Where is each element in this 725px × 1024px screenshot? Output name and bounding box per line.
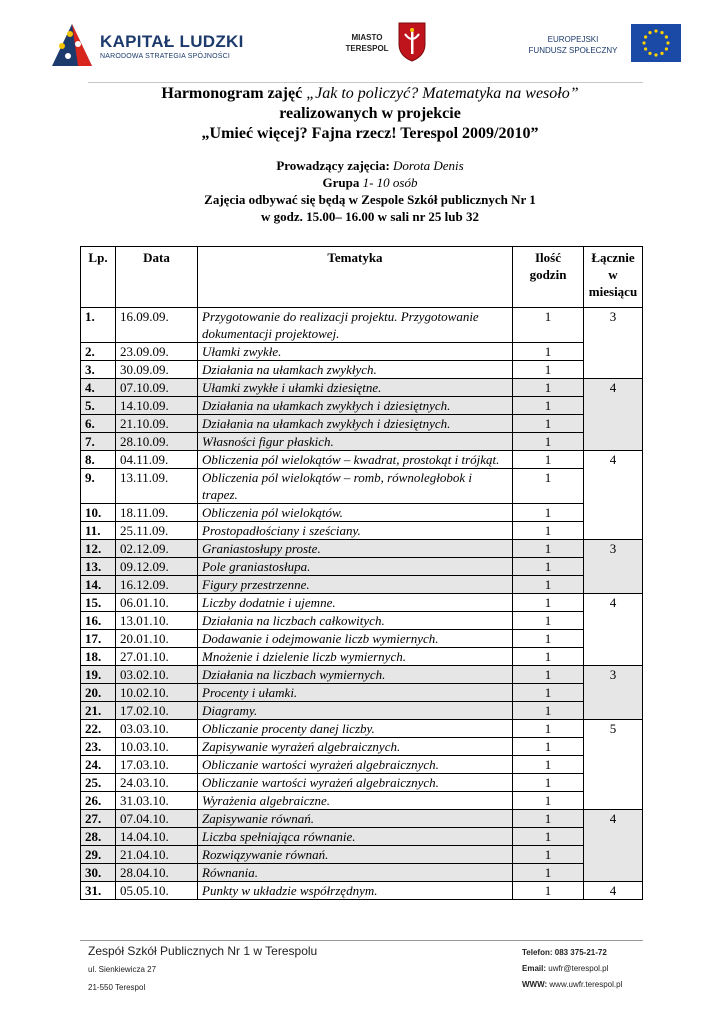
row-hours: 1 xyxy=(513,828,584,846)
row-lp: 14. xyxy=(81,576,116,594)
table-row xyxy=(81,666,643,684)
row-topic: Diagramy. xyxy=(198,702,513,720)
title-line-2: realizowanych w projekcie xyxy=(279,105,461,122)
month-total: 3 xyxy=(584,540,643,594)
row-topic: Liczby dodatnie i ujemne. xyxy=(198,594,513,612)
row-topic: Działania na liczbach całkowitych. xyxy=(198,612,513,630)
row-date: 28.10.09. xyxy=(116,433,198,451)
row-hours: 1 xyxy=(513,469,584,504)
row-topic: Obliczenia pól wielokątów – romb, równoległobok i trapez. xyxy=(198,469,513,504)
header-month-total xyxy=(584,247,643,308)
row-hours: 1 xyxy=(513,684,584,702)
row-date: 07.04.10. xyxy=(116,810,198,828)
table-row xyxy=(81,469,643,504)
month-total: 4 xyxy=(584,379,643,451)
row-date: 28.04.10. xyxy=(116,864,198,882)
row-date: 31.03.10. xyxy=(116,792,198,810)
row-lp: 2. xyxy=(81,343,116,361)
footer-school-name: Zespół Szkół Publicznych Nr 1 w Terespolu xyxy=(88,944,318,958)
document-title xyxy=(60,84,680,144)
kapital-ludzki-subtitle: NARODOWA STRATEGIA SPÓJNOŚCI xyxy=(100,53,231,60)
table-row xyxy=(81,846,643,864)
title-course-name: „Jak to policzyć? Matematyka na wesoło” xyxy=(306,85,579,102)
row-topic: Obliczanie wartości wyrażeń algebraicznych. xyxy=(198,774,513,792)
terespol-city-logo xyxy=(338,16,458,74)
row-topic: Własności figur płaskich. xyxy=(198,433,513,451)
table-row xyxy=(81,612,643,630)
leader-label: Prowadzący zajęcia: xyxy=(276,158,394,173)
footer-city: 21-550 Terespol xyxy=(88,983,146,992)
row-lp: 17. xyxy=(81,630,116,648)
row-lp: 27. xyxy=(81,810,116,828)
row-hours: 1 xyxy=(513,343,584,361)
kapital-ludzki-logo xyxy=(48,16,248,74)
row-lp: 6. xyxy=(81,415,116,433)
time-line: w godz. 15.00– 16.00 w sali nr 25 lub 32 xyxy=(261,209,479,224)
row-topic: Rozwiązywanie równań. xyxy=(198,846,513,864)
table-row xyxy=(81,576,643,594)
row-lp: 26. xyxy=(81,792,116,810)
title-prefix: Harmonogram zajęć xyxy=(161,85,307,102)
row-lp: 1. xyxy=(81,308,116,343)
row-date: 24.03.10. xyxy=(116,774,198,792)
table-row xyxy=(81,522,643,540)
row-lp: 19. xyxy=(81,666,116,684)
row-topic: Działania na ułamkach zwykłych i dziesiętnych. xyxy=(198,397,513,415)
row-topic: Pole graniastosłupa. xyxy=(198,558,513,576)
footer-phone: 083 375-21-72 xyxy=(552,948,607,957)
month-total: 4 xyxy=(584,882,643,900)
row-hours: 1 xyxy=(513,594,584,612)
table-row xyxy=(81,810,643,828)
row-topic: Działania na ułamkach zwykłych i dziesiętnych. xyxy=(198,415,513,433)
month-total: 3 xyxy=(584,666,643,720)
row-hours: 1 xyxy=(513,576,584,594)
table-row xyxy=(81,864,643,882)
table-row xyxy=(81,648,643,666)
row-date: 17.02.10. xyxy=(116,702,198,720)
row-lp: 28. xyxy=(81,828,116,846)
table-row xyxy=(81,774,643,792)
row-hours: 1 xyxy=(513,864,584,882)
table-row xyxy=(81,433,643,451)
row-hours: 1 xyxy=(513,540,584,558)
header-divider xyxy=(88,82,643,83)
row-date: 03.03.10. xyxy=(116,720,198,738)
row-topic: Graniastosłupy proste. xyxy=(198,540,513,558)
footer-www-label: WWW: xyxy=(522,980,548,989)
row-topic: Prostopadłościany i sześciany. xyxy=(198,522,513,540)
table-row xyxy=(81,882,643,900)
row-hours: 1 xyxy=(513,810,584,828)
row-hours: 1 xyxy=(513,882,584,900)
row-hours: 1 xyxy=(513,361,584,379)
row-date: 20.01.10. xyxy=(116,630,198,648)
schedule-table xyxy=(80,246,643,900)
footer-www-line xyxy=(522,977,622,993)
table-body xyxy=(81,308,643,900)
row-date: 18.11.09. xyxy=(116,504,198,522)
row-hours: 1 xyxy=(513,846,584,864)
table-row xyxy=(81,684,643,702)
table-row xyxy=(81,379,643,397)
table-header-row xyxy=(81,247,643,308)
footer-address xyxy=(88,942,317,996)
row-hours: 1 xyxy=(513,308,584,343)
row-hours: 1 xyxy=(513,756,584,774)
footer-divider xyxy=(80,940,643,941)
row-lp: 8. xyxy=(81,451,116,469)
row-date: 05.05.10. xyxy=(116,882,198,900)
row-lp: 29. xyxy=(81,846,116,864)
row-hours: 1 xyxy=(513,774,584,792)
month-total: 4 xyxy=(584,594,643,666)
row-hours: 1 xyxy=(513,612,584,630)
table-row xyxy=(81,451,643,469)
footer-email-line xyxy=(522,961,622,977)
row-date: 10.03.10. xyxy=(116,738,198,756)
eu-flag-icon xyxy=(631,24,681,62)
leader-line xyxy=(60,157,680,174)
row-lp: 31. xyxy=(81,882,116,900)
table-row xyxy=(81,792,643,810)
row-topic: Zapisywanie wyrażeń algebraicznych. xyxy=(198,738,513,756)
row-date: 14.10.09. xyxy=(116,397,198,415)
header-hours xyxy=(513,247,584,308)
row-hours: 1 xyxy=(513,379,584,397)
month-total: 4 xyxy=(584,451,643,540)
row-lp: 20. xyxy=(81,684,116,702)
row-topic: Ułamki zwykłe. xyxy=(198,343,513,361)
row-topic: Dodawanie i odejmowanie liczb wymiernych. xyxy=(198,630,513,648)
course-info xyxy=(60,157,680,225)
row-date: 14.04.10. xyxy=(116,828,198,846)
header-hours-line-1: Ilość xyxy=(535,250,561,265)
row-date: 25.11.09. xyxy=(116,522,198,540)
row-hours: 1 xyxy=(513,415,584,433)
row-date: 16.09.09. xyxy=(116,308,198,343)
city-line-2: TERESPOL xyxy=(345,44,389,53)
row-topic: Figury przestrzenne. xyxy=(198,576,513,594)
month-total: 5 xyxy=(584,720,643,810)
row-hours: 1 xyxy=(513,504,584,522)
header-month-line-3: miesiącu xyxy=(588,284,638,299)
row-date: 07.10.09. xyxy=(116,379,198,397)
row-lp: 23. xyxy=(81,738,116,756)
row-topic: Ułamki zwykłe i ułamki dziesiętne. xyxy=(198,379,513,397)
footer-street: ul. Sienkiewicza 27 xyxy=(88,965,157,974)
row-topic: Obliczanie procenty danej liczby. xyxy=(198,720,513,738)
table-row xyxy=(81,397,643,415)
row-hours: 1 xyxy=(513,433,584,451)
row-date: 10.02.10. xyxy=(116,684,198,702)
header-lp: Lp. xyxy=(81,247,116,308)
table-row xyxy=(81,738,643,756)
row-topic: Obliczanie wartości wyrażeń algebraicznych. xyxy=(198,756,513,774)
row-date: 09.12.09. xyxy=(116,558,198,576)
header-month-line-2: w xyxy=(608,267,618,282)
row-hours: 1 xyxy=(513,558,584,576)
row-lp: 9. xyxy=(81,469,116,504)
header-date: Data xyxy=(116,247,198,308)
row-lp: 15. xyxy=(81,594,116,612)
table-row xyxy=(81,308,643,343)
row-lp: 30. xyxy=(81,864,116,882)
row-lp: 13. xyxy=(81,558,116,576)
footer-www: www.uwfr.terespol.pl xyxy=(547,980,623,989)
row-date: 03.02.10. xyxy=(116,666,198,684)
row-topic: Równania. xyxy=(198,864,513,882)
table-row xyxy=(81,756,643,774)
row-lp: 11. xyxy=(81,522,116,540)
row-topic: Liczba spełniająca równanie. xyxy=(198,828,513,846)
table-row xyxy=(81,720,643,738)
row-date: 21.04.10. xyxy=(116,846,198,864)
row-lp: 5. xyxy=(81,397,116,415)
row-hours: 1 xyxy=(513,451,584,469)
eu-line-1: EUROPEJSKI xyxy=(547,35,599,44)
table-row xyxy=(81,702,643,720)
title-line-3: „Umieć więcej? Fajna rzecz! Terespol 2009/2010” xyxy=(201,125,539,142)
kapital-ludzki-title: KAPITAŁ LUDZKI xyxy=(100,32,244,51)
row-lp: 25. xyxy=(81,774,116,792)
city-line-1: MIASTO xyxy=(351,33,383,42)
row-lp: 7. xyxy=(81,433,116,451)
eu-text xyxy=(523,34,623,56)
header-topic: Tematyka xyxy=(198,247,513,308)
row-topic: Wyrażenia algebraiczne. xyxy=(198,792,513,810)
row-hours: 1 xyxy=(513,397,584,415)
footer-email: uwfr@terespol.pl xyxy=(546,964,609,973)
row-hours: 1 xyxy=(513,792,584,810)
footer-phone-line xyxy=(522,945,622,961)
row-hours: 1 xyxy=(513,666,584,684)
row-lp: 21. xyxy=(81,702,116,720)
row-lp: 16. xyxy=(81,612,116,630)
city-crest-icon xyxy=(398,22,426,62)
row-hours: 1 xyxy=(513,522,584,540)
leader-name: Dorota Denis xyxy=(393,158,464,173)
eu-line-2: FUNDUSZ SPOŁECZNY xyxy=(528,46,618,55)
eu-social-fund-logo xyxy=(523,16,683,74)
header-month-line-1: Łącznie xyxy=(591,250,635,265)
row-topic: Działania na liczbach wymiernych. xyxy=(198,666,513,684)
footer-phone-label: Telefon: xyxy=(522,948,553,957)
footer-contact xyxy=(522,945,622,993)
footer-email-label: Email: xyxy=(522,964,547,973)
row-date: 13.11.09. xyxy=(116,469,198,504)
row-topic: Działania na ułamkach zwykłych. xyxy=(198,361,513,379)
row-topic: Zapisywanie równań. xyxy=(198,810,513,828)
row-date: 23.09.09. xyxy=(116,343,198,361)
table-row xyxy=(81,540,643,558)
row-date: 27.01.10. xyxy=(116,648,198,666)
header-logos xyxy=(38,8,688,78)
row-date: 13.01.10. xyxy=(116,612,198,630)
city-text xyxy=(338,32,396,54)
location-line: Zajęcia odbywać się będą w Zespole Szkół publicznych Nr 1 xyxy=(204,192,536,207)
table-row xyxy=(81,343,643,361)
row-date: 17.03.10. xyxy=(116,756,198,774)
row-lp: 10. xyxy=(81,504,116,522)
row-lp: 22. xyxy=(81,720,116,738)
table-row xyxy=(81,558,643,576)
table-row xyxy=(81,828,643,846)
table-row xyxy=(81,630,643,648)
row-topic: Punkty w układzie współrzędnym. xyxy=(198,882,513,900)
row-lp: 12. xyxy=(81,540,116,558)
table-row xyxy=(81,415,643,433)
row-lp: 4. xyxy=(81,379,116,397)
row-lp: 3. xyxy=(81,361,116,379)
table-row xyxy=(81,504,643,522)
row-lp: 24. xyxy=(81,756,116,774)
month-total: 3 xyxy=(584,308,643,379)
title-line-1 xyxy=(60,84,680,104)
group-label: Grupa xyxy=(322,175,363,190)
row-topic: Obliczenia pól wielokątów – kwadrat, prostokąt i trójkąt. xyxy=(198,451,513,469)
row-date: 21.10.09. xyxy=(116,415,198,433)
table-row xyxy=(81,361,643,379)
row-hours: 1 xyxy=(513,702,584,720)
row-date: 06.01.10. xyxy=(116,594,198,612)
row-topic: Przygotowanie do realizacji projektu. Przygotowanie dokumentacji projektowej. xyxy=(198,308,513,343)
row-date: 02.12.09. xyxy=(116,540,198,558)
row-topic: Mnożenie i dzielenie liczb wymiernych. xyxy=(198,648,513,666)
row-date: 30.09.09. xyxy=(116,361,198,379)
group-value: 1- 10 osób xyxy=(362,175,418,190)
row-date: 16.12.09. xyxy=(116,576,198,594)
table-row xyxy=(81,594,643,612)
row-hours: 1 xyxy=(513,648,584,666)
header-hours-line-2: godzin xyxy=(529,267,567,282)
group-line xyxy=(60,174,680,191)
row-hours: 1 xyxy=(513,738,584,756)
row-date: 04.11.09. xyxy=(116,451,198,469)
month-total: 4 xyxy=(584,810,643,882)
row-topic: Procenty i ułamki. xyxy=(198,684,513,702)
kapital-ludzki-mark-icon xyxy=(48,20,96,70)
row-lp: 18. xyxy=(81,648,116,666)
row-topic: Obliczenia pól wielokątów. xyxy=(198,504,513,522)
row-hours: 1 xyxy=(513,630,584,648)
row-hours: 1 xyxy=(513,720,584,738)
